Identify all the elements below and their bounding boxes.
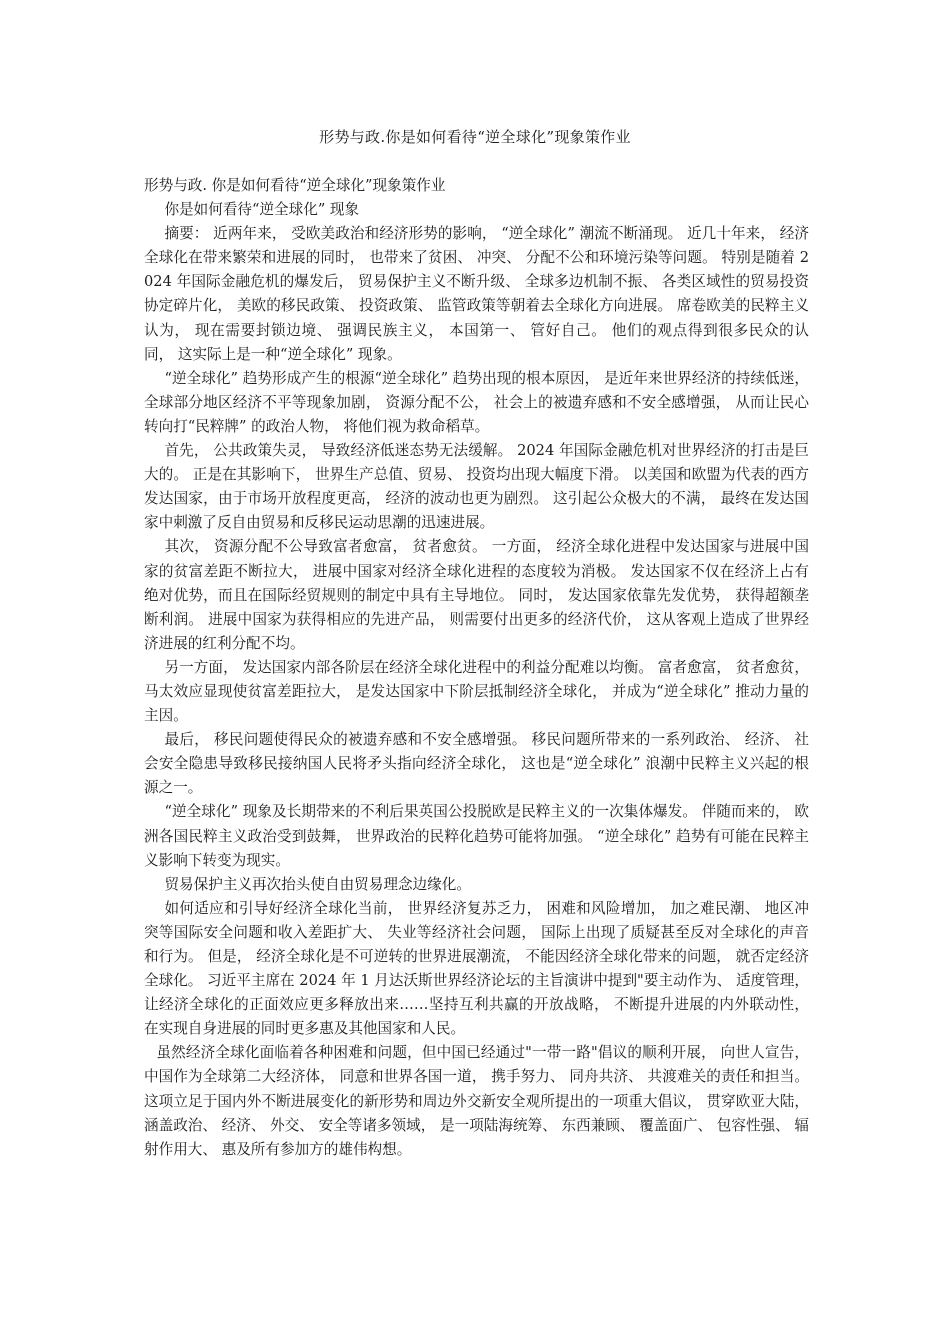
- paragraph: 首先， 公共政策失灵， 导致经济低迷态势无法缓解。 2024 年国际金融危机对世界经济的打击是巨大的。 正是在其影响下， 世界生产总值、贸易、 投资均出现大幅度下滑。 以美国和欧盟为代表的西方发达国家，由于市场开放程度更高， 经济的波动也更为剧烈。 这引起公众极大的不满， 最终在发达国家中刺激了反自由贸易和反移民运动思潮的迅速进展。: [144, 442, 809, 532]
- document-body: [144, 174, 809, 1162]
- paragraph: 最后， 移民问题使得民众的被遗弃感和不安全感增强。 移民问题所带来的一系列政治、 经济、 社会安全隐患导致移民接纳国人民将矛头指向经济全球化， 这也是“逆全球化” 浪潮中民粹主义兴起的根源之一。: [144, 731, 809, 797]
- paragraph: “逆全球化” 现象及长期带来的不利后果英国公投脱欧是民粹主义的一次集体爆发。 伴随而来的， 欧洲各国民粹主义政治受到鼓舞， 世界政治的民粹化趋势可能将加强。 “逆全球化” 趋势有可能在民粹主义影响下转变为现实。: [144, 803, 809, 869]
- paragraph: 贸易保护主义再次抬头使自由贸易理念边缘化。: [164, 875, 471, 893]
- document-title: 形势与政.你是如何看待“逆全球化”现象策作业: [319, 128, 631, 146]
- subheading-line: 你是如何看待“逆全球化” 现象: [164, 201, 360, 219]
- paragraph: 摘要： 近两年来， 受欧美政治和经济形势的影响， “逆全球化” 潮流不断涌现。 近几十年来， 经济全球化在带来繁荣和进展的同时， 也带来了贫困、 冲突、 分配不公和环境污染等问题。 特别是随着 2024 年国际金融危机的爆发后， 贸易保护主义不断升级、 全球多边机制不振、 各类区域性的贸易投资协定碎片化， 美欧的移民政策、 投资政策、 监管政策等朝着去全球化方向进展。 席卷欧美的民粹主义认为， 现在需要封锁边境、 强调民族主义， 本国第一、 管好自己。 他们的观点得到很多民众的认同， 这实际上是一种“逆全球化” 现象。: [144, 225, 809, 363]
- paragraph: 如何适应和引导好经济全球化当前， 世界经济复苏乏力， 困难和风险增加， 加之难民潮、 地区冲突等国际安全问题和收入差距扩大、 失业等经济社会问题， 国际上出现了质疑甚至反对全球化的声音和行为。 但是， 经济全球化是不可逆转的世界进展潮流， 不能因经济全球化带来的问题， 就否定经济全球化。 习近平主席在 2024 年 1 月达沃斯世界经济论坛的主旨演讲中提到"要主动作为、 适度管理， 让经济全球化的正面效应更多释放出来……坚持互利共赢的开放战略， 不断提升进展的内外联动性， 在实现自身进展的同时更多惠及其他国家和人民。: [144, 899, 809, 1038]
- paragraph: 其次， 资源分配不公导致富者愈富， 贫者愈贫。 一方面， 经济全球化进程中发达国家与进展中国家的贫富差距不断拉大， 进展中国家对经济全球化进程的态度较为消极。 发达国家不仅在经济上占有绝对优势，而且在国际经贸规则的制定中具有主导地位。 同时， 发达国家依靠先发优势， 获得超额垄断利润。 进展中国家为获得相应的先进产品， 则需要付出更多的经济代价， 这从客观上造成了世界经济进展的红利分配不均。: [144, 538, 809, 652]
- heading-line: 形势与政. 你是如何看待“逆全球化”现象策作业: [144, 177, 446, 194]
- paragraph: “逆全球化” 趋势形成产生的根源“逆全球化” 趋势出现的根本原因， 是近年来世界经济的持续低迷，全球部分地区经济不平等现象加剧， 资源分配不公， 社会上的被遗弃感和不安全感增强， 从而让民心转向打“民粹牌” 的政治人物， 将他们视为救命稻草。: [144, 369, 809, 435]
- paragraph: 虽然经济全球化面临着各种困难和问题，但中国已经通过"一带一路"倡议的顺利开展， 向世人宣告， 中国作为全球第二大经济体， 同意和世界各国一道， 携手努力、 同舟共济、 共渡难关的责任和担当。 这项立足于国内外不断进展变化的新形势和周边外交新安全观所提出的一项重大倡议， 贯穿欧亚大陆， 涵盖政治、 经济、 外交、 安全等诸多领域， 是一项陆海统筹、 东西兼顾、 覆盖面广、 包容性强、 辐射作用大、 惠及所有参加方的雄伟构想。: [144, 1044, 809, 1158]
- paragraph: 另一方面， 发达国家内部各阶层在经济全球化进程中的利益分配难以均衡。 富者愈富， 贫者愈贫， 马太效应显现使贫富差距拉大， 是发达国家中下阶层抵制经济全球化， 并成为“逆全球化” 推动力量的主因。: [144, 658, 809, 725]
